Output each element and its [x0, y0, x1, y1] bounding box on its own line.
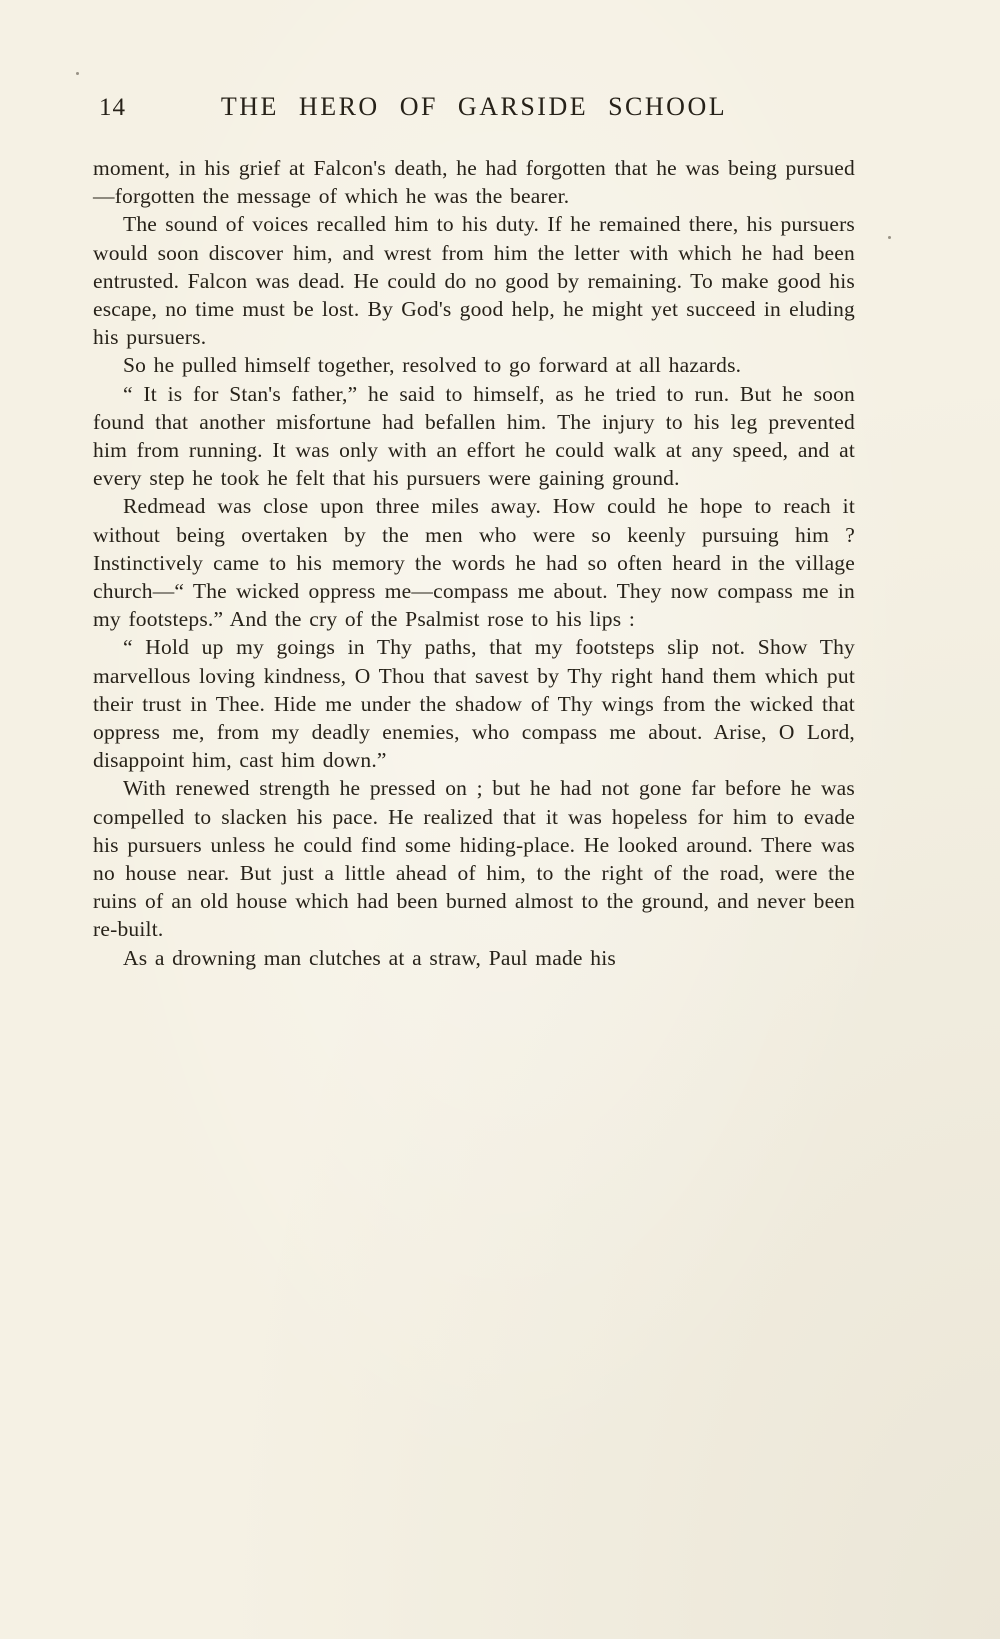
scan-speck	[888, 236, 891, 239]
paragraph: “ Hold up my goings in Thy paths, that my footsteps slip not. Show Thy marvellous loving kindness, O Thou that savest by Thy right hand them which put their trust in Thee. Hide me under the shadow of Thy wings from the wicked that oppress me, from my deadly enemies, who compass me about. Arise, O Lord, disappoint him, cast him down.”	[93, 635, 855, 773]
scan-speck	[76, 72, 79, 75]
paragraph: “ It is for Stan's father,” he said to himself, as he tried to run. But he soon found that another misfortune had befallen him. The injury to his leg prevented him from running. It was only with an effort he could walk at any speed, and at every step he took he felt that his pursuers were gaining ground.	[93, 381, 855, 491]
body-text	[93, 154, 855, 972]
paragraph: As a drowning man clutches at a straw, Paul made his	[123, 945, 616, 970]
page-header	[93, 90, 855, 128]
running-title: THE HERO OF GARSIDE SCHOOL	[220, 92, 728, 121]
text-block	[93, 90, 855, 972]
page-number: 14	[99, 94, 126, 121]
paragraph: The sound of voices recalled him to his duty. If he remained there, his pursuers would soon discover him, and wrest from him the letter with which he had been entrusted. Falcon was dead. He could do no good by remaining. To make good his escape, no time must be lost. By God's good help, he might yet succeed in eluding his pursuers.	[93, 212, 855, 350]
paragraph: So he pulled himself together, resolved to go forward at all hazards.	[123, 353, 742, 378]
paragraph: Redmead was close upon three miles away. How could he hope to reach it without being overtaken by the men who were so keenly pursuing him ? Instinctively came to his memory the words he had so often heard in the village church—“ The wicked oppress me—compass me about. They now compass me in my footsteps.” And the cry of the Psalmist rose to his lips :	[93, 494, 855, 632]
paragraph: moment, in his grief at Falcon's death, he had forgotten that he was being pursued—forgotten the message of which he was the bearer.	[93, 156, 855, 209]
paragraph: With renewed strength he pressed on ; but he had not gone far before he was compelled to slacken his pace. He realized that it was hopeless for him to evade his pursuers unless he could find some hiding-place. He looked around. There was no house near. But just a little ahead of him, to the right of the road, were the ruins of an old house which had been burned almost to the ground, and never been re-built.	[93, 776, 855, 942]
